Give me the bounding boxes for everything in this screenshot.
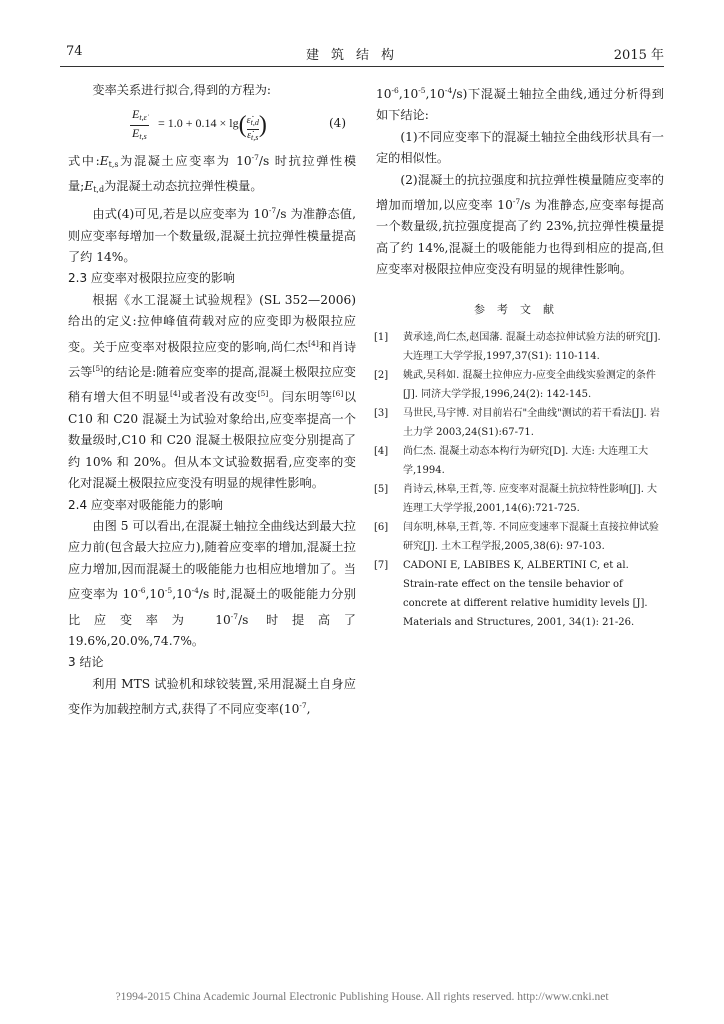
journal-name: 建筑结构 [306,48,407,63]
formula-inner-numerator: ε̇ [246,115,251,127]
conclusion-1: (1)不同应变率下的混凝土轴拉全曲线形状具有一定的相似性。 [376,129,664,166]
paragraph-formula-definition: 式中$:E_{t,s}$为混凝土应变率为 $10^{-7}/s$ 时抗拉弹性模量$;E_{t,d}$为混凝土动态抗拉弹性模量。 [68,153,357,194]
reference-list [376,328,664,632]
reference-item: [1] 黄承逵,尚仁杰,赵国藩. 混凝土动态拉伸试验方法的研究[J]. 大连理工大学学报,1997,37(S1): 110-114. [374,332,661,363]
formula-lhs-fraction [130,107,149,144]
page-number: 74 [66,44,83,59]
reference-item: [6] 闫东明,林皋,王哲,等. 不同应变速率下混凝土直接拉伸试验研究[J]. 土木工程学报,2005,38(6): 97-103. [374,522,659,553]
formula-inner-denominator: ε̇ [247,130,252,142]
header-rule [60,66,664,67]
reference-item: [5] 肖诗云,林皋,王哲,等. 应变率对混凝土抗拉特性影响[J]. 大连理工大学学报,2001,14(6):721-725. [374,484,658,515]
formula-inner-fraction [247,115,259,144]
formula-lhs-denominator-sub: t,s [139,132,147,142]
section-heading-3: 3 结论 [68,655,104,670]
reference-item: [4] 尚仁杰. 混凝土动态本构行为研究[D]. 大连: 大连理工大学,1994. [374,446,649,477]
left-column [68,80,356,721]
journal-year: 2015 年 [613,48,664,63]
paragraph-conclusion-intro: 利用 MTS 试验机和球铰装置,采用混凝土自身应变作为加载控制方式,获得了不同应变率($10^{-7}$, [68,676,356,717]
section-heading-2-4: 2.4 应变率对吸能能力的影响 [68,497,223,512]
running-header [60,44,664,66]
paragraph-conclusion-continued: $10^{-6},10^{-5},10^{-4}/s$)下混凝土轴拉全曲线,通过分析得到如下结论: [376,86,664,123]
paragraph-ultimate-strain: 根据《水工混凝土试验规程》(SL 352—2006)给出的定义:拉伸峰值荷载对应的应变即为极限拉应变。关于应变率对极限拉应变的影响,尚仁杰[4]和肖诗云等[5]的结论是:随着应变率的提高,混凝土极限拉应变稍有增大但不明显[4]或者没有改变[5]。闫东明等[6]以 C10 和 C20 混凝土为试验对象给出,应变率提高一个数量级时,C10 和 C20 混凝土极限拉应变分别提高了约 10% 和 20%。但从本文试验数据看,应变率的变化对混凝土极限拉应变没有明显的规律性影响。 [68,292,357,491]
formula-rhs-text: = 1.0 + 0.14 × lg [158,116,239,131]
equation-4 [68,103,356,145]
formula-rhs: = 1.0 + 0.14 × lg( $\frac{\varepsiloṅ_{t,d}}{\varepsiloṅ_{t,s}}$ ) [158,112,267,143]
conclusion-2: (2)混凝土的抗拉强度和抗拉弹性模量随应变率的增加而增加,以应变率 $10^{-7}/s$ 为准静态,应变率每提高一个数量级,抗拉强度提高了约 23%,抗拉弹性模量提高了约 14%,混凝土的吸能能力也得到相应的提高,但应变率对极限拉伸应变没有明显的规律性影响。 [376,172,664,277]
formula-lhs-denominator: E [132,126,140,141]
reference-item: [3] 马世民,马宇博. 对目前岩石"全曲线"测试的若干看法[J]. 岩土力学 2003,24(S1):67-71. [374,408,660,439]
paragraph-fit-intro: 变率关系进行拟合,得到的方程为: [92,83,271,97]
formula-lhs-numerator: E [132,107,140,122]
formula-lhs-numerator-sub: t,ε̇ [139,113,147,123]
paragraph-energy-absorption: 由图 5 可以看出,在混凝土轴拉全曲线达到最大拉应力前(包含最大拉应力),随着应变率的增加,混凝土拉应力增加,因而混凝土的吸能能力也相应地增加了。当应变率为 $10^{-6},10^{-5},10^{-4}/s$ 时,混凝土的吸能能力分别比应变率为 $10^{-7}/s$ 时提高了 19.6%,20.0%,74.7%。 [68,518,356,648]
references-title: 参考文献 [474,302,566,316]
formula-inner-numerator-sub: t,d [250,118,259,128]
section-heading-2-3: 2.3 应变率对极限拉应变的影响 [68,271,235,286]
copyright-footer: ?1994-2015 China Academic Journal Electronic Publishing House. All rights reserved. http://www.cnki.net [115,991,609,1003]
reference-item: [2] 姚武,吴科如. 混凝土拉伸应力-应变全曲线实验测定的条件[J]. 同济大学学报,1996,24(2): 142-145. [374,370,656,401]
reference-item: [7] CADONI E, LABIBES K, ALBERTINI C, et al. Strain-rate effect on the tensile behavior of concrete at different relative humidity levels [J]. Materials and Structures, 2001, 34(1): 21-26. [374,560,648,629]
formula-inner-denominator-sub: t,s [251,133,259,143]
right-column [376,80,664,632]
paragraph-elastic-modulus: 由式(4)可见,若是以应变率为 $10^{-7}/s$ 为准静态值,则应变率每增加一个数量级,混凝土抗拉弹性模量提高了约 14%。 [68,206,356,265]
equation-number: (4) [329,116,346,131]
